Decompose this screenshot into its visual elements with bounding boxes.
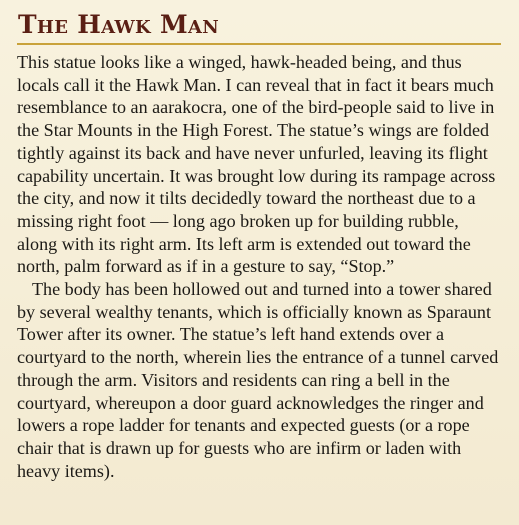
paragraph-1: This statue looks like a winged, hawk-headed being, and thus locals call it the Hawk Man. I can reveal that in fact it bears much resemblance to an aarakocra, one of the bird-people said to live in the Star Mounts in the High Forest. The statue’s wings are folded tightly against its back and have never unfurled, leaving its flight capability uncertain. It was brought low during its rampage across the city, and now it tilts decidedly toward the northeast due to a missing right foot — long ago broken up for building rubble, along with its right arm. Its left arm is extended out toward the north, palm forward as if in a gesture to say, “Stop.” bbox=[17, 52, 496, 277]
section-heading: The Hawk Man bbox=[18, 10, 219, 39]
heading-divider bbox=[17, 43, 501, 45]
paragraph-2: The body has been hollowed out and turned into a tower shared by several wealthy tenants, which is officially known as Sparaunt Tower after its owner. The statue’s left hand extends over a courtyard to the north, wherein lies the entrance of a tunnel carved through the arm. Visitors and residents can ring a bell in the courtyard, whereupon a door guard acknowledges the ringer and lowers a rope ladder for tenants and expected guests (or a rope chair that is drawn up for guests who are infirm or laden with heavy items). bbox=[17, 279, 499, 481]
